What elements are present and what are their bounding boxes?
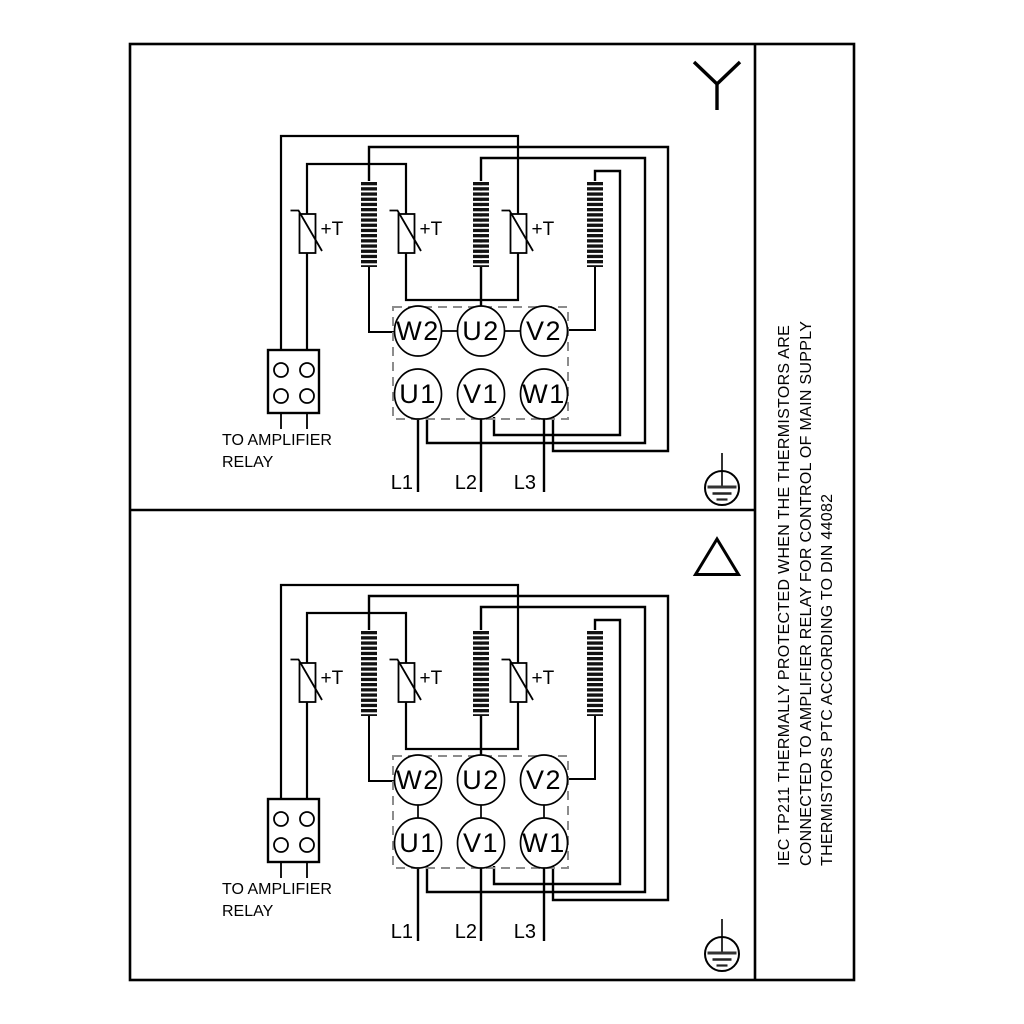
delta-column-links xyxy=(418,805,544,818)
panel-star-connection xyxy=(222,62,740,505)
delta-circuit xyxy=(222,585,668,943)
panel-delta-connection xyxy=(222,539,739,971)
star-symbol-icon xyxy=(694,62,740,110)
side-note-line2: CONNECTED TO AMPLIFIER RELAY FOR CONTROL OF MAIN SUPPLY xyxy=(797,320,815,866)
earth-ground-icon xyxy=(705,453,739,505)
side-note-text xyxy=(774,320,842,866)
side-note-line3: THERMISTORS PTC ACCORDING TO DIN 44082 xyxy=(819,493,836,866)
delta-symbol-icon xyxy=(696,539,739,575)
earth-ground-icon xyxy=(705,919,739,971)
side-note-line1: IEC TP211 THERMALLY PROTECTED WHEN THE THERMISTORS ARE xyxy=(776,324,793,866)
star-circuit xyxy=(222,136,668,494)
